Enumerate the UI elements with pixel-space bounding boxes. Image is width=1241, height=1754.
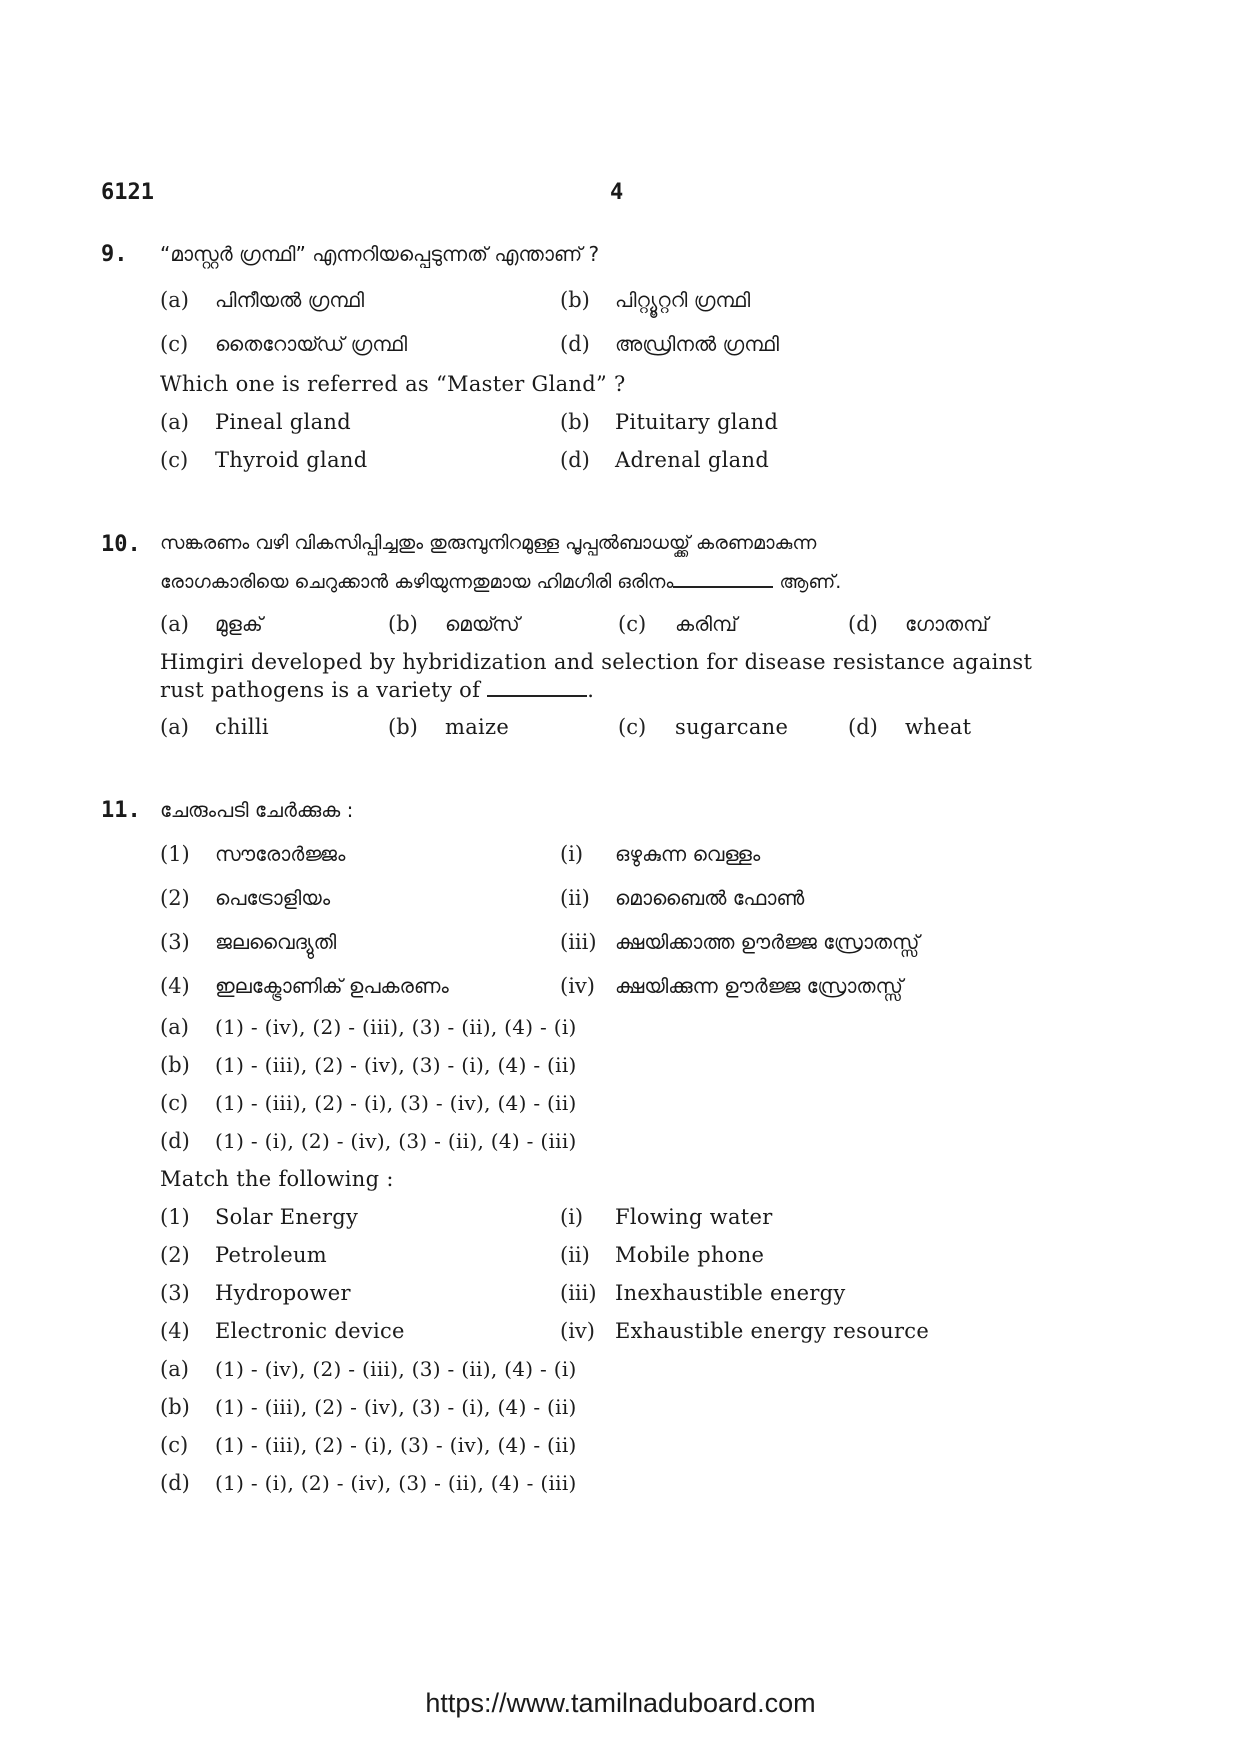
q11-en-right-3-label: (iii) — [560, 1281, 597, 1305]
q10-en-option-d-label: (d) — [848, 715, 878, 739]
q10-ml-option-c: കരിമ്പ് — [675, 612, 738, 636]
q10-en-option-a-label: (a) — [160, 715, 189, 739]
q11-ml-left-4: ഇലക്ട്രോണിക് ഉപകരണം — [215, 974, 449, 998]
q11-en-answer-a: (1) - (iv), (2) - (iii), (3) - (ii), (4) - (i) — [215, 1357, 577, 1381]
q11-ml-answer-c: (1) - (iii), (2) - (i), (3) - (iv), (4) - (ii) — [215, 1091, 577, 1115]
q11-ml-right-3: ക്ഷയിക്കാത്ത ഊർജ്ജ സ്രോതസ്സ് — [615, 930, 920, 954]
q11-en-answer-c: (1) - (iii), (2) - (i), (3) - (iv), (4) - (ii) — [215, 1433, 577, 1457]
q10-ml-option-a: മുളക് — [215, 612, 263, 636]
question-9-en-text: Which one is referred as “Master Gland” ? — [160, 372, 626, 396]
q10-en-option-c-label: (c) — [618, 715, 647, 739]
q11-ml-right-4: ക്ഷയിക്കുന്ന ഊർജ്ജ സ്രോതസ്സ് — [615, 974, 903, 998]
q11-en-left-4: Electronic device — [215, 1319, 405, 1343]
q11-ml-answer-d-label: (d) — [160, 1129, 190, 1153]
q10-ml-option-a-label: (a) — [160, 612, 189, 636]
q9-ml-option-d: അഡ്രിനൽ ഗ്രന്ഥി — [615, 332, 779, 356]
q11-ml-right-2: മൊബൈൽ ഫോൺ — [615, 886, 805, 910]
question-10-en-line2-end: . — [587, 678, 595, 702]
q11-en-right-3: Inexhaustible energy — [615, 1281, 846, 1305]
answer-blank — [487, 677, 587, 697]
question-10-en-line2-text: rust pathogens is a variety of — [160, 678, 481, 702]
q9-ml-option-b-label: (b) — [560, 288, 590, 312]
q11-ml-answer-d: (1) - (i), (2) - (iv), (3) - (ii), (4) - (iii) — [215, 1129, 577, 1153]
question-10-en-line1: Himgiri developed by hybridization and selection for disease resistance against — [160, 650, 1033, 674]
q11-ml-right-3-label: (iii) — [560, 930, 597, 954]
q11-ml-left-3: ജലവൈദ്യുതി — [215, 930, 337, 954]
q11-ml-answer-b-label: (b) — [160, 1053, 190, 1077]
question-10-number: 10. — [101, 532, 141, 557]
q11-en-answer-a-label: (a) — [160, 1357, 189, 1381]
q11-ml-answer-a-label: (a) — [160, 1015, 189, 1039]
q9-en-option-d: Adrenal gland — [615, 448, 770, 472]
q11-en-answer-d: (1) - (i), (2) - (iv), (3) - (ii), (4) - (iii) — [215, 1471, 577, 1495]
q10-en-option-b: maize — [445, 715, 510, 739]
q10-ml-option-d: ഗോതമ്പ് — [905, 612, 989, 636]
q11-en-answer-c-label: (c) — [160, 1433, 189, 1457]
q11-ml-left-2: പെട്രോളിയം — [215, 886, 331, 910]
question-11-number: 11. — [101, 798, 141, 823]
q11-en-answer-b-label: (b) — [160, 1395, 190, 1419]
q9-ml-option-d-label: (d) — [560, 332, 590, 356]
q11-en-right-1: Flowing water — [615, 1205, 773, 1229]
q10-en-option-c: sugarcane — [675, 715, 789, 739]
q11-en-left-3-label: (3) — [160, 1281, 190, 1305]
q10-ml-option-d-label: (d) — [848, 612, 878, 636]
q11-en-right-4: Exhaustible energy resource — [615, 1319, 930, 1343]
question-10-ml-line1: സങ്കരണം വഴി വികസിപ്പിച്ചതും തുരുമ്പുനിറമുള്ള പൂപ്പൽബാധയ്ക്ക് കരണമാകുന്ന — [160, 532, 817, 554]
q10-ml-option-c-label: (c) — [618, 612, 647, 636]
q9-en-option-c: Thyroid gland — [215, 448, 368, 472]
answer-blank — [673, 568, 773, 588]
q9-ml-option-c-label: (c) — [160, 332, 189, 356]
q11-ml-left-3-label: (3) — [160, 930, 190, 954]
page-number: 4 — [610, 180, 624, 205]
q11-en-right-1-label: (i) — [560, 1205, 584, 1229]
q11-ml-right-1: ഒഴുകുന്ന വെള്ളം — [615, 842, 761, 866]
q11-en-answer-b: (1) - (iii), (2) - (iv), (3) - (i), (4) - (ii) — [215, 1395, 577, 1419]
q10-ml-option-b: മെയ്സ് — [445, 612, 520, 636]
q10-en-option-d: wheat — [905, 715, 972, 739]
paper-code: 6121 — [101, 180, 154, 205]
q9-en-option-c-label: (c) — [160, 448, 189, 472]
q11-ml-left-4-label: (4) — [160, 974, 190, 998]
question-9-number: 9. — [101, 242, 128, 267]
q10-ml-option-b-label: (b) — [388, 612, 418, 636]
q9-ml-option-a-label: (a) — [160, 288, 189, 312]
q10-en-option-a: chilli — [215, 715, 269, 739]
q9-en-option-d-label: (d) — [560, 448, 590, 472]
q11-en-left-2-label: (2) — [160, 1243, 190, 1267]
q9-ml-option-c: തൈറോയ്ഡ് ഗ്രന്ഥി — [215, 332, 408, 356]
q11-en-left-3: Hydropower — [215, 1281, 351, 1305]
question-10-en-line2 — [160, 677, 594, 702]
question-10-ml-line2-text: രോഗകാരിയെ ചെറുക്കാൻ കഴിയുന്നതുമായ ഹിമഗിരി ഒരിനം — [160, 571, 674, 593]
q11-en-right-2-label: (ii) — [560, 1243, 590, 1267]
q11-ml-answer-a: (1) - (iv), (2) - (iii), (3) - (ii), (4) - (i) — [215, 1015, 577, 1039]
q9-en-option-b-label: (b) — [560, 410, 590, 434]
q11-ml-right-4-label: (iv) — [560, 974, 595, 998]
question-10-ml-line2 — [160, 568, 841, 593]
footer-url: https://www.tamilnaduboard.com — [425, 1688, 816, 1718]
q11-en-right-2: Mobile phone — [615, 1243, 765, 1267]
q9-en-option-a-label: (a) — [160, 410, 189, 434]
q11-ml-left-1-label: (1) — [160, 842, 190, 866]
q9-en-option-b: Pituitary gland — [615, 410, 779, 434]
q11-ml-left-2-label: (2) — [160, 886, 190, 910]
q11-en-answer-d-label: (d) — [160, 1471, 190, 1495]
question-11-en-instruction: Match the following : — [160, 1167, 394, 1191]
q9-ml-option-a: പിനീയൽ ഗ്രന്ഥി — [215, 288, 365, 312]
q11-ml-answer-c-label: (c) — [160, 1091, 189, 1115]
q11-ml-right-2-label: (ii) — [560, 886, 590, 910]
q9-en-option-a: Pineal gland — [215, 410, 351, 434]
q11-en-right-4-label: (iv) — [560, 1319, 595, 1343]
q11-ml-answer-b: (1) - (iii), (2) - (iv), (3) - (i), (4) - (ii) — [215, 1053, 577, 1077]
q11-en-left-2: Petroleum — [215, 1243, 328, 1267]
q9-ml-option-b: പിറ്റ്യൂറ്ററി ഗ്രന്ഥി — [615, 288, 751, 312]
q11-en-left-1-label: (1) — [160, 1205, 190, 1229]
question-10-ml-line2-end: ആണ്. — [779, 571, 842, 593]
q11-en-left-4-label: (4) — [160, 1319, 190, 1343]
q11-en-left-1: Solar Energy — [215, 1205, 359, 1229]
question-11-ml-instruction: ചേരുംപടി ചേർക്കുക : — [160, 798, 354, 822]
q10-en-option-b-label: (b) — [388, 715, 418, 739]
q11-ml-left-1: സൗരോർജ്ജം — [215, 842, 346, 866]
q11-ml-right-1-label: (i) — [560, 842, 584, 866]
question-9-ml-text: “മാസ്റ്റർ ഗ്രന്ഥി” എന്നറിയപ്പെടുന്നത് എന്താണ് ? — [160, 242, 600, 266]
